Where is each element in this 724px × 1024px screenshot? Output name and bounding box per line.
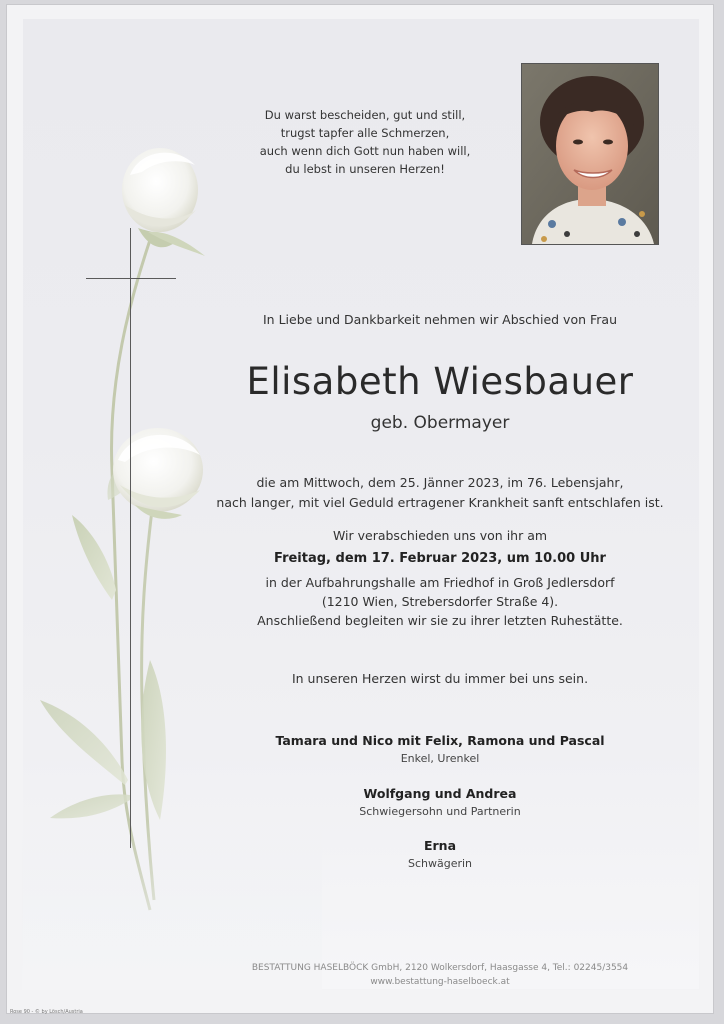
mourner-relation: Enkel, Urenkel	[400, 752, 480, 765]
mourner-relation: Schwiegersohn und Partnerin	[359, 805, 521, 818]
rose-leaf	[40, 700, 128, 785]
poem	[230, 106, 500, 178]
portrait-photo	[521, 63, 659, 245]
poem-line: trugst tapfer alle Schmerzen,	[280, 126, 450, 140]
death-notice-line: nach langer, mit viel Geduld ertragener Krankheit sanft entschlafen ist.	[216, 495, 664, 510]
rose-leaf	[50, 794, 130, 818]
farewell-place	[200, 573, 680, 630]
mourner-name: Erna	[423, 838, 457, 853]
mourner-group	[200, 733, 680, 765]
deceased-name: Elisabeth Wiesbauer	[246, 360, 634, 403]
death-notice-line: die am Mittwoch, dem 25. Jänner 2023, im 76. Lebensjahr,	[256, 475, 624, 490]
intro-text: In Liebe und Dankbarkeit nehmen wir Abschied von Frau	[263, 312, 617, 327]
rose-leaf	[72, 515, 116, 600]
image-credit: Rose 90 - © by Lösch/Austria	[10, 1009, 83, 1015]
mourner-relation: Schwägerin	[407, 857, 473, 870]
cross-vertical-bar	[130, 228, 131, 848]
portrait-image	[522, 64, 658, 244]
farewell-intro: Wir verabschieden uns von ihr am	[332, 528, 548, 543]
birth-name: geb. Obermayer	[370, 413, 510, 433]
funeral-home-footer	[200, 961, 680, 989]
farewell-place-line: Anschließend begleiten wir sie zu ihrer letzten Ruhestätte.	[257, 613, 623, 628]
poem-line: auch wenn dich Gott nun haben will,	[259, 144, 471, 158]
farewell-place-line: (1210 Wien, Strebersdorfer Straße 4).	[321, 594, 559, 609]
footer-address: BESTATTUNG HASELBÖCK GmbH, 2120 Wolkersdorf, Haasgasse 4, Tel.: 02245/3554	[251, 963, 629, 973]
mourner-name: Tamara und Nico mit Felix, Ramona und Pascal	[275, 733, 605, 748]
death-notice	[200, 473, 680, 513]
mourner-group	[200, 838, 680, 870]
footer-website: www.bestattung-haselboeck.at	[370, 977, 510, 987]
cross-horizontal-bar	[86, 278, 176, 279]
farewell-date: Freitag, dem 17. Februar 2023, um 10.00 Uhr	[274, 551, 606, 566]
mourner-group	[200, 786, 680, 818]
poem-line: du lebst in unseren Herzen!	[285, 162, 445, 176]
motto: In unseren Herzen wirst du immer bei uns sein.	[291, 671, 589, 686]
farewell-place-line: in der Aufbahrungshalle am Friedhof in Groß Jedlersdorf	[265, 575, 615, 590]
poem-line: Du warst bescheiden, gut und still,	[264, 108, 466, 122]
mourner-name: Wolfgang und Andrea	[363, 786, 517, 801]
